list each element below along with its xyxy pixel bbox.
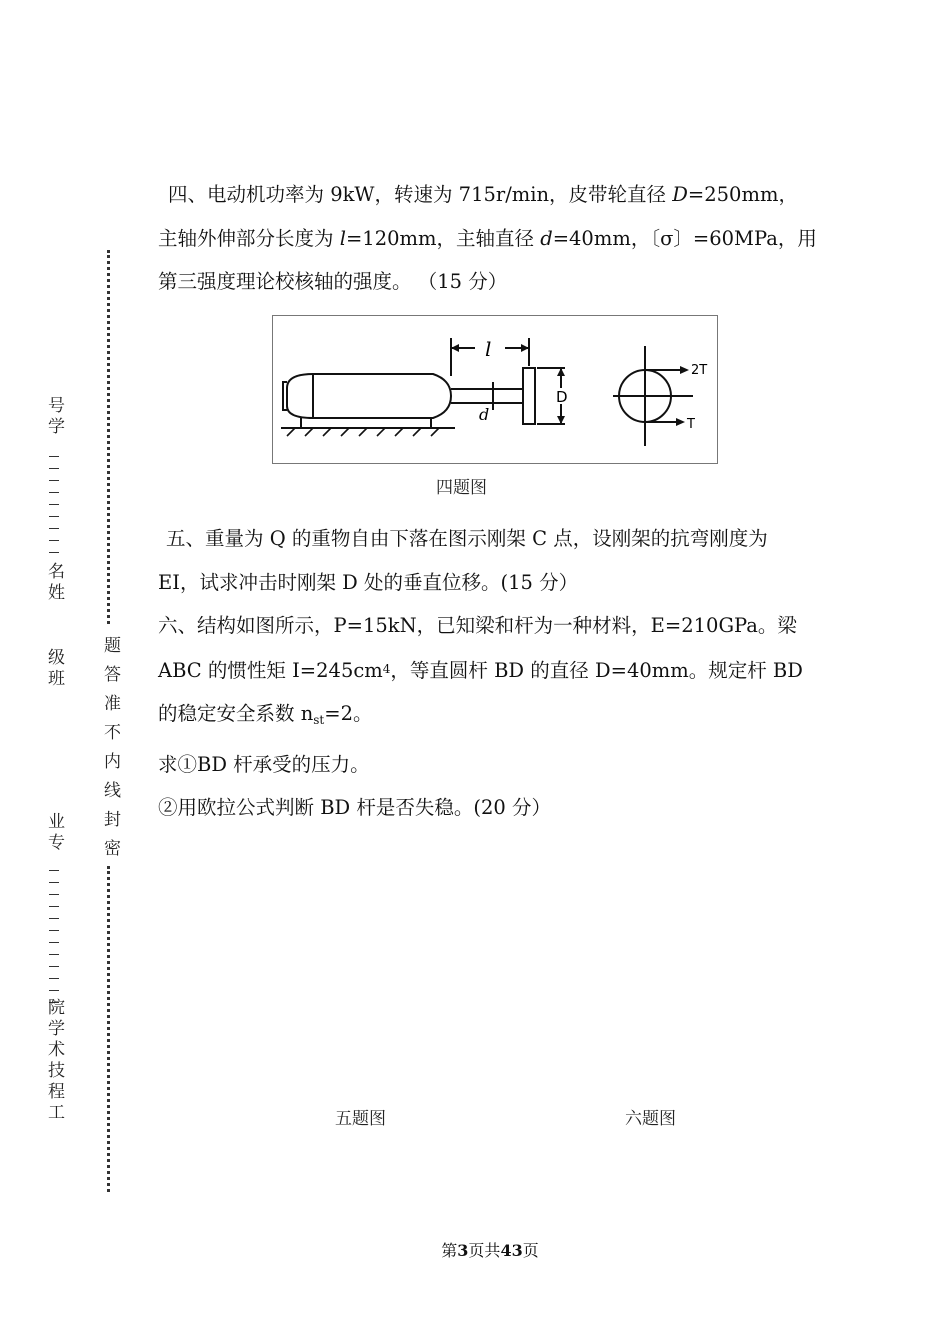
q5-line-1: 五、重量为 Q 的重物自由下落在图示刚架 C 点，设刚架的抗弯刚度为 [166,527,768,550]
margin-char: 名 [48,562,65,582]
q4-line-1 [158,173,834,217]
fig-label-D: D [556,388,568,406]
fig-label-d: d [479,405,490,424]
footer-text: 页 [522,1241,539,1260]
footer-text: 第 [441,1241,458,1260]
q4-caption: 四题图 [436,478,487,498]
q4-text: 主轴外伸部分长度为 [158,226,340,250]
margin-char: 技 [48,1061,65,1081]
seal-char: 题 [104,636,121,656]
fig-label-l: l [485,337,492,361]
margin-char: 程 [48,1082,65,1102]
q4-var-l: l [339,226,346,250]
q5-caption: 五题图 [335,1109,386,1129]
seal-char: 准 [104,694,121,714]
margin-class-label [48,648,65,690]
q6-text: 的稳定安全系数 n [158,702,314,725]
q4-line-2 [158,217,834,261]
margin-char: 号 [48,396,65,416]
major-blank [49,864,59,1008]
seal-char: 内 [104,752,121,772]
q6-text: ABC 的惯性矩 I=245cm [158,658,383,682]
q6-caption: 六题图 [625,1109,676,1129]
seal-char: 线 [104,781,121,801]
q6-subscript: st [313,713,325,727]
current-page-number: 3 [457,1241,469,1260]
q6-text: ，等直圆杆 BD 的直径 D=40mm。规定杆 BD [390,658,803,682]
margin-char: 级 [48,648,65,668]
total-page-number: 43 [500,1241,523,1260]
q4-line-3: 第三强度理论校核轴的强度。 （15 分） [158,270,508,293]
q6-line-5: ②用欧拉公式判断 BD 杆是否失稳。(20 分） [158,796,551,819]
question-6 [158,604,834,830]
margin-student-id-label [48,396,65,438]
q4-var-D: D [672,183,688,206]
q6-line-3 [158,692,834,743]
margin-college-label [48,998,65,1124]
question-5 [158,517,834,604]
margin-char: 工 [48,1103,65,1123]
margin-name-label [48,562,65,604]
margin-char: 院 [48,998,65,1018]
q6-text: =2。 [324,702,373,725]
seal-notice [104,632,121,864]
motor-shaft-drawing [273,316,717,463]
fig-label-T: T [687,417,695,432]
margin-char: 学 [48,1019,65,1039]
margin-char: 专 [48,833,65,853]
margin-char: 术 [48,1040,65,1060]
seal-char: 封 [104,810,121,830]
seal-dotted-line-top [107,250,110,624]
q4-text: =120mm，主轴直径 [345,226,541,250]
footer-text: 页共 [468,1241,501,1260]
q4-figure [272,315,718,464]
seal-char: 不 [104,723,121,743]
page-footer [0,1238,950,1261]
seal-char: 答 [104,665,121,685]
q6-line-4: 求①BD 杆承受的压力。 [158,752,370,776]
seal-char: 密 [104,839,121,859]
margin-char: 姓 [48,583,65,603]
q6-line-2 [158,648,834,693]
question-4 [158,173,834,304]
margin-char: 学 [48,417,65,437]
margin-major-label [48,812,65,854]
q6-line-1: 六、结构如图所示，P=15kN，已知梁和杆为一种材料，E=210GPa。梁 [158,614,797,637]
fig-label-2T: 2T [691,363,708,378]
seal-dotted-line-bottom [107,866,110,1192]
q4-text: =250mm， [687,183,798,206]
q4-text: 四、电动机功率为 9kW，转速为 715r/min，皮带轮直径 [168,183,673,206]
q5-line-2: EI，试求冲击时刚架 D 处的垂直位移。(15 分） [158,570,579,594]
q6-superscript: 4 [382,661,391,676]
q4-text: =40mm，〔σ〕=60MPa，用 [552,226,817,250]
student-id-blank [49,450,59,558]
q4-var-d: d [540,226,553,250]
margin-char: 业 [48,812,65,832]
margin-char: 班 [48,669,65,689]
